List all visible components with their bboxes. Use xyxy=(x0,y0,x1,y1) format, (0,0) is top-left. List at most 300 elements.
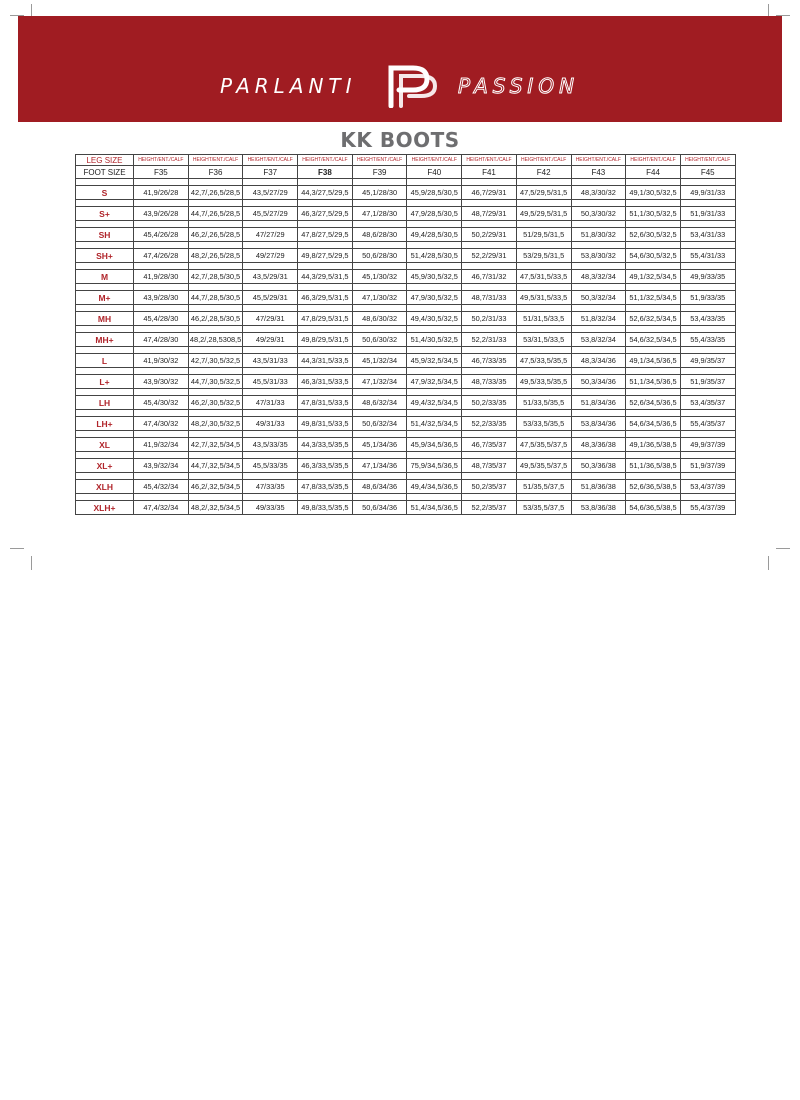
spacer-cell xyxy=(407,494,462,501)
measurement-cell: 50,3/30/32 xyxy=(571,207,626,221)
spacer-cell xyxy=(680,242,735,249)
spacer-cell xyxy=(516,389,571,396)
spacer-cell xyxy=(188,431,243,438)
measurement-cell: 49,1/36,5/38,5 xyxy=(626,438,681,452)
spacer-cell xyxy=(298,200,353,207)
measurement-cell: 55,4/33/35 xyxy=(680,333,735,347)
foot-size-cell: F44 xyxy=(626,166,681,179)
spacer-cell xyxy=(407,284,462,291)
spacer-cell xyxy=(352,431,407,438)
spacer-cell xyxy=(407,473,462,480)
measurement-cell: 48,3/36/38 xyxy=(571,438,626,452)
spacer-cell xyxy=(516,410,571,417)
measurement-cell: 47/29/31 xyxy=(243,312,298,326)
measurement-cell: 42,7/,26,5/28,5 xyxy=(188,186,243,200)
measurement-cell: 48,2/,28,5308,5 xyxy=(188,333,243,347)
header-row xyxy=(76,155,736,166)
spacer-cell xyxy=(462,284,517,291)
spacer-cell xyxy=(462,326,517,333)
spacer-cell xyxy=(298,347,353,354)
spacer-cell xyxy=(243,179,298,186)
measurement-cell: 51,1/36,5/38,5 xyxy=(626,459,681,473)
spacer-cell xyxy=(407,305,462,312)
measurement-cell: 47,5/35,5/37,5 xyxy=(516,438,571,452)
spacer-cell xyxy=(76,179,134,186)
spacer-cell xyxy=(680,452,735,459)
spacer-cell xyxy=(243,452,298,459)
measurement-cell: 44,3/27,5/29,5 xyxy=(298,186,353,200)
measurement-cell: 50,2/31/33 xyxy=(462,312,517,326)
table-row xyxy=(76,186,736,200)
spacer-row xyxy=(76,179,736,186)
spacer-cell xyxy=(243,305,298,312)
spacer-cell xyxy=(462,347,517,354)
measurement-cell: 51,1/32,5/34,5 xyxy=(626,291,681,305)
spacer-cell xyxy=(298,326,353,333)
spacer-cell xyxy=(76,284,134,291)
measurement-cell: 52,6/30,5/32,5 xyxy=(626,228,681,242)
measurement-cell: 50,2/35/37 xyxy=(462,480,517,494)
measurement-cell: 49/29/31 xyxy=(243,333,298,347)
table-row xyxy=(76,375,736,389)
measurement-cell: 49,1/32,5/34,5 xyxy=(626,270,681,284)
spacer-cell xyxy=(516,368,571,375)
measurement-cell: 46,2/,30,5/32,5 xyxy=(188,396,243,410)
measurement-cell: 52,6/32,5/34,5 xyxy=(626,312,681,326)
measurement-cell: 47,1/34/36 xyxy=(352,459,407,473)
spacer-cell xyxy=(626,431,681,438)
spacer-cell xyxy=(462,263,517,270)
measurement-cell: 42,7/,32,5/34,5 xyxy=(188,438,243,452)
measurement-cell: 49/33/35 xyxy=(243,501,298,515)
spacer-cell xyxy=(462,200,517,207)
spacer-cell xyxy=(462,431,517,438)
measure-header-cell: HEIGHT/ENT./CALF xyxy=(188,155,243,166)
table-row xyxy=(76,438,736,452)
measurement-cell: 54,6/32,5/34,5 xyxy=(626,333,681,347)
measurement-cell: 46,3/27,5/29,5 xyxy=(298,207,353,221)
spacer-row xyxy=(76,347,736,354)
table-row xyxy=(76,396,736,410)
spacer-cell xyxy=(188,200,243,207)
spacer-cell xyxy=(188,179,243,186)
measurement-cell: 48,2/,32,5/34,5 xyxy=(188,501,243,515)
spacer-cell xyxy=(188,410,243,417)
measurement-cell: 48,3/34/36 xyxy=(571,354,626,368)
measurement-cell: 49,9/33/35 xyxy=(680,270,735,284)
measurement-cell: 46,7/31/32 xyxy=(462,270,517,284)
measurement-cell: 51,9/37/39 xyxy=(680,459,735,473)
measurement-cell: 53,4/31/33 xyxy=(680,228,735,242)
measurement-cell: 50,3/34/36 xyxy=(571,375,626,389)
spacer-cell xyxy=(680,221,735,228)
measurement-cell: 54,6/30,5/32,5 xyxy=(626,249,681,263)
spacer-cell xyxy=(462,221,517,228)
spacer-cell xyxy=(407,221,462,228)
spacer-cell xyxy=(462,305,517,312)
leg-size-cell: L xyxy=(76,354,134,368)
measurement-cell: 47,4/28/30 xyxy=(134,333,189,347)
spacer-cell xyxy=(462,452,517,459)
spacer-cell xyxy=(76,368,134,375)
spacer-row xyxy=(76,494,736,501)
foot-size-cell: F40 xyxy=(407,166,462,179)
measurement-cell: 46,7/33/35 xyxy=(462,354,517,368)
spacer-cell xyxy=(571,494,626,501)
spacer-cell xyxy=(680,431,735,438)
measurement-cell: 53,4/35/37 xyxy=(680,396,735,410)
measurement-cell: 43,5/27/29 xyxy=(243,186,298,200)
measurement-cell: 75,9/34,5/36,5 xyxy=(407,459,462,473)
measurement-cell: 47,5/33,5/35,5 xyxy=(516,354,571,368)
foot-size-cell: F37 xyxy=(243,166,298,179)
measurement-cell: 52,6/36,5/38,5 xyxy=(626,480,681,494)
measurement-cell: 53,4/33/35 xyxy=(680,312,735,326)
spacer-cell xyxy=(407,326,462,333)
measurement-cell: 43,5/29/31 xyxy=(243,270,298,284)
spacer-cell xyxy=(516,284,571,291)
measurement-cell: 51,8/36/38 xyxy=(571,480,626,494)
spacer-cell xyxy=(516,305,571,312)
measurement-cell: 51,8/34/36 xyxy=(571,396,626,410)
spacer-cell xyxy=(298,263,353,270)
spacer-cell xyxy=(626,305,681,312)
spacer-cell xyxy=(626,242,681,249)
measurement-cell: 48,7/29/31 xyxy=(462,207,517,221)
foot-size-cell: F42 xyxy=(516,166,571,179)
measurement-cell: 50,6/30/32 xyxy=(352,333,407,347)
spacer-cell xyxy=(571,284,626,291)
pp-monogram-icon xyxy=(383,64,439,108)
spacer-cell xyxy=(243,473,298,480)
spacer-row xyxy=(76,431,736,438)
measurement-cell: 47,9/30,5/32,5 xyxy=(407,291,462,305)
spacer-cell xyxy=(243,368,298,375)
spacer-row xyxy=(76,368,736,375)
measurement-cell: 44,7/,26,5/28,5 xyxy=(188,207,243,221)
spacer-cell xyxy=(134,389,189,396)
measurement-cell: 45,5/29/31 xyxy=(243,291,298,305)
measurement-cell: 48,2/,30,5/32,5 xyxy=(188,417,243,431)
measure-header-cell: HEIGHT/ENT./CALF xyxy=(516,155,571,166)
measurement-cell: 48,7/35/37 xyxy=(462,459,517,473)
measurement-cell: 45,4/26/28 xyxy=(134,228,189,242)
measurement-cell: 51/31,5/33,5 xyxy=(516,312,571,326)
spacer-row xyxy=(76,389,736,396)
measurement-cell: 47,8/29,5/31,5 xyxy=(298,312,353,326)
measurement-cell: 44,3/33,5/35,5 xyxy=(298,438,353,452)
measurement-cell: 46,3/31,5/33,5 xyxy=(298,375,353,389)
leg-size-cell: L+ xyxy=(76,375,134,389)
spacer-row xyxy=(76,200,736,207)
spacer-cell xyxy=(516,347,571,354)
measure-header-cell: HEIGHT/ENT./CALF xyxy=(134,155,189,166)
spacer-cell xyxy=(626,200,681,207)
spacer-cell xyxy=(352,200,407,207)
spacer-cell xyxy=(407,389,462,396)
spacer-cell xyxy=(462,473,517,480)
spacer-cell xyxy=(352,305,407,312)
spacer-cell xyxy=(462,242,517,249)
measurement-cell: 55,4/37/39 xyxy=(680,501,735,515)
spacer-cell xyxy=(76,347,134,354)
spacer-cell xyxy=(626,221,681,228)
measurement-cell: 44,7/,30,5/32,5 xyxy=(188,375,243,389)
spacer-cell xyxy=(134,494,189,501)
crop-mark xyxy=(776,548,790,549)
leg-size-cell: XLH xyxy=(76,480,134,494)
measurement-cell: 47,9/28,5/30,5 xyxy=(407,207,462,221)
spacer-cell xyxy=(462,389,517,396)
measurement-cell: 49,5/29,5/31,5 xyxy=(516,207,571,221)
measurement-cell: 47,4/32/34 xyxy=(134,501,189,515)
spacer-cell xyxy=(76,410,134,417)
spacer-cell xyxy=(680,473,735,480)
measurement-cell: 51,1/30,5/32,5 xyxy=(626,207,681,221)
spacer-cell xyxy=(571,221,626,228)
spacer-cell xyxy=(626,452,681,459)
foot-size-cell: F41 xyxy=(462,166,517,179)
spacer-cell xyxy=(243,242,298,249)
spacer-cell xyxy=(516,494,571,501)
measurement-cell: 48,7/33/35 xyxy=(462,375,517,389)
measurement-cell: 49,8/33,5/35,5 xyxy=(298,501,353,515)
measurement-cell: 47,4/26/28 xyxy=(134,249,189,263)
measurement-cell: 44,7/,28,5/30,5 xyxy=(188,291,243,305)
measurement-cell: 53,8/32/34 xyxy=(571,333,626,347)
measurement-cell: 53/31,5/33,5 xyxy=(516,333,571,347)
spacer-cell xyxy=(680,200,735,207)
measurement-cell: 51,1/34,5/36,5 xyxy=(626,375,681,389)
spacer-cell xyxy=(352,410,407,417)
spacer-cell xyxy=(571,200,626,207)
measurement-cell: 50,6/32/34 xyxy=(352,417,407,431)
spacer-cell xyxy=(76,473,134,480)
measurement-cell: 53,8/34/36 xyxy=(571,417,626,431)
measurement-cell: 51,9/31/33 xyxy=(680,207,735,221)
measurement-cell: 48,2/,26,5/28,5 xyxy=(188,249,243,263)
spacer-cell xyxy=(571,410,626,417)
spacer-cell xyxy=(516,452,571,459)
spacer-cell xyxy=(680,326,735,333)
spacer-row xyxy=(76,305,736,312)
measurement-cell: 45,5/27/29 xyxy=(243,207,298,221)
spacer-cell xyxy=(134,452,189,459)
spacer-cell xyxy=(680,179,735,186)
measurement-cell: 41,9/32/34 xyxy=(134,438,189,452)
measurement-cell: 51,4/30,5/32,5 xyxy=(407,333,462,347)
measurement-cell: 49,4/30,5/32,5 xyxy=(407,312,462,326)
leg-size-cell: M xyxy=(76,270,134,284)
spacer-cell xyxy=(571,431,626,438)
brand-name-right: PASSION xyxy=(458,74,580,98)
measurement-cell: 46,7/29/31 xyxy=(462,186,517,200)
measurement-cell: 49,5/33,5/35,5 xyxy=(516,375,571,389)
spacer-cell xyxy=(352,242,407,249)
spacer-cell xyxy=(516,200,571,207)
header-banner xyxy=(18,16,782,122)
table-row xyxy=(76,459,736,473)
spacer-cell xyxy=(243,221,298,228)
foot-size-cell: F38 xyxy=(298,166,353,179)
measurement-cell: 53,8/36/38 xyxy=(571,501,626,515)
spacer-cell xyxy=(298,452,353,459)
foot-size-cell: F35 xyxy=(134,166,189,179)
spacer-cell xyxy=(298,431,353,438)
spacer-cell xyxy=(298,221,353,228)
measurement-cell: 44,7/,32,5/34,5 xyxy=(188,459,243,473)
spacer-cell xyxy=(680,305,735,312)
spacer-cell xyxy=(134,284,189,291)
spacer-cell xyxy=(626,263,681,270)
measurement-cell: 51/35,5/37,5 xyxy=(516,480,571,494)
measurement-cell: 45,4/32/34 xyxy=(134,480,189,494)
table-row xyxy=(76,417,736,431)
measurement-cell: 48,3/32/34 xyxy=(571,270,626,284)
table-row xyxy=(76,333,736,347)
measurement-cell: 49/27/29 xyxy=(243,249,298,263)
leg-size-cell: M+ xyxy=(76,291,134,305)
spacer-cell xyxy=(243,410,298,417)
leg-size-label: LEG SIZE xyxy=(76,155,134,166)
measurement-cell: 53/33,5/35,5 xyxy=(516,417,571,431)
table-row xyxy=(76,207,736,221)
measurement-cell: 52,2/33/35 xyxy=(462,417,517,431)
spacer-cell xyxy=(188,326,243,333)
spacer-cell xyxy=(626,494,681,501)
spacer-cell xyxy=(407,263,462,270)
measure-header-cell: HEIGHT/ENT./CALF xyxy=(352,155,407,166)
measurement-cell: 53/29,5/31,5 xyxy=(516,249,571,263)
spacer-cell xyxy=(407,179,462,186)
measurement-cell: 51,4/32,5/34,5 xyxy=(407,417,462,431)
spacer-cell xyxy=(407,368,462,375)
spacer-cell xyxy=(680,284,735,291)
table-row xyxy=(76,354,736,368)
spacer-cell xyxy=(243,263,298,270)
spacer-row xyxy=(76,263,736,270)
spacer-cell xyxy=(352,284,407,291)
measurement-cell: 51,9/35/37 xyxy=(680,375,735,389)
spacer-cell xyxy=(134,326,189,333)
measurement-cell: 42,7/,28,5/30,5 xyxy=(188,270,243,284)
spacer-cell xyxy=(352,347,407,354)
table-row xyxy=(76,270,736,284)
spacer-cell xyxy=(188,221,243,228)
spacer-cell xyxy=(516,431,571,438)
spacer-cell xyxy=(188,494,243,501)
spacer-cell xyxy=(516,221,571,228)
measurement-cell: 54,6/34,5/36,5 xyxy=(626,417,681,431)
spacer-cell xyxy=(626,410,681,417)
measurement-cell: 52,2/31/33 xyxy=(462,333,517,347)
spacer-cell xyxy=(188,242,243,249)
measurement-cell: 55,4/35/37 xyxy=(680,417,735,431)
spacer-cell xyxy=(134,368,189,375)
measurement-cell: 49,4/28,5/30,5 xyxy=(407,228,462,242)
table-row xyxy=(76,249,736,263)
spacer-cell xyxy=(571,389,626,396)
spacer-cell xyxy=(134,473,189,480)
measurement-cell: 45,9/30,5/32,5 xyxy=(407,270,462,284)
measurement-cell: 47,5/31,5/33,5 xyxy=(516,270,571,284)
spacer-cell xyxy=(298,368,353,375)
crop-mark xyxy=(31,556,32,570)
spacer-cell xyxy=(298,284,353,291)
spacer-cell xyxy=(680,263,735,270)
measurement-cell: 51,8/30/32 xyxy=(571,228,626,242)
table-row xyxy=(76,312,736,326)
measurement-cell: 49/31/33 xyxy=(243,417,298,431)
spacer-cell xyxy=(407,410,462,417)
spacer-cell xyxy=(352,452,407,459)
spacer-cell xyxy=(407,431,462,438)
measurement-cell: 43,9/30/32 xyxy=(134,375,189,389)
measurement-cell: 43,5/31/33 xyxy=(243,354,298,368)
spacer-cell xyxy=(243,494,298,501)
brand-name-left: PARLANTI xyxy=(220,74,357,98)
spacer-cell xyxy=(76,452,134,459)
measure-header-cell: HEIGHT/ENT./CALF xyxy=(680,155,735,166)
measurement-cell: 49,5/35,5/37,5 xyxy=(516,459,571,473)
spacer-cell xyxy=(680,389,735,396)
spacer-cell xyxy=(571,368,626,375)
spacer-row xyxy=(76,284,736,291)
spacer-cell xyxy=(76,305,134,312)
spacer-cell xyxy=(76,200,134,207)
measurement-cell: 47,8/31,5/33,5 xyxy=(298,396,353,410)
measurement-cell: 51/33,5/35,5 xyxy=(516,396,571,410)
leg-size-cell: XL+ xyxy=(76,459,134,473)
measurement-cell: 49,4/34,5/36,5 xyxy=(407,480,462,494)
measurement-cell: 46,2/,28,5/30,5 xyxy=(188,312,243,326)
measurement-cell: 51,8/32/34 xyxy=(571,312,626,326)
leg-size-cell: SH+ xyxy=(76,249,134,263)
spacer-cell xyxy=(188,473,243,480)
spacer-cell xyxy=(134,305,189,312)
table-row xyxy=(76,228,736,242)
table-row xyxy=(76,480,736,494)
spacer-cell xyxy=(76,326,134,333)
measurement-cell: 49,9/37/39 xyxy=(680,438,735,452)
measurement-cell: 50,6/34/36 xyxy=(352,501,407,515)
measure-header-cell: HEIGHT/ENT./CALF xyxy=(298,155,353,166)
measurement-cell: 49,4/32,5/34,5 xyxy=(407,396,462,410)
measurement-cell: 51,4/28,5/30,5 xyxy=(407,249,462,263)
measurement-cell: 47/33/35 xyxy=(243,480,298,494)
measurement-cell: 45,5/31/33 xyxy=(243,375,298,389)
spacer-cell xyxy=(243,200,298,207)
measurement-cell: 50,2/29/31 xyxy=(462,228,517,242)
spacer-cell xyxy=(680,410,735,417)
spacer-cell xyxy=(243,326,298,333)
measurement-cell: 48,6/34/36 xyxy=(352,480,407,494)
measurement-cell: 47,1/30/32 xyxy=(352,291,407,305)
measurement-cell: 51/29,5/31,5 xyxy=(516,228,571,242)
spacer-cell xyxy=(188,305,243,312)
measurement-cell: 45,9/32,5/34,5 xyxy=(407,354,462,368)
leg-size-cell: MH xyxy=(76,312,134,326)
measurement-cell: 44,3/29,5/31,5 xyxy=(298,270,353,284)
measurement-cell: 43,9/32/34 xyxy=(134,459,189,473)
measurement-cell: 49,8/27,5/29,5 xyxy=(298,249,353,263)
measurement-cell: 48,3/30/32 xyxy=(571,186,626,200)
leg-size-cell: LH xyxy=(76,396,134,410)
spacer-cell xyxy=(352,494,407,501)
measurement-cell: 51,9/33/35 xyxy=(680,291,735,305)
spacer-cell xyxy=(298,179,353,186)
spacer-row xyxy=(76,452,736,459)
